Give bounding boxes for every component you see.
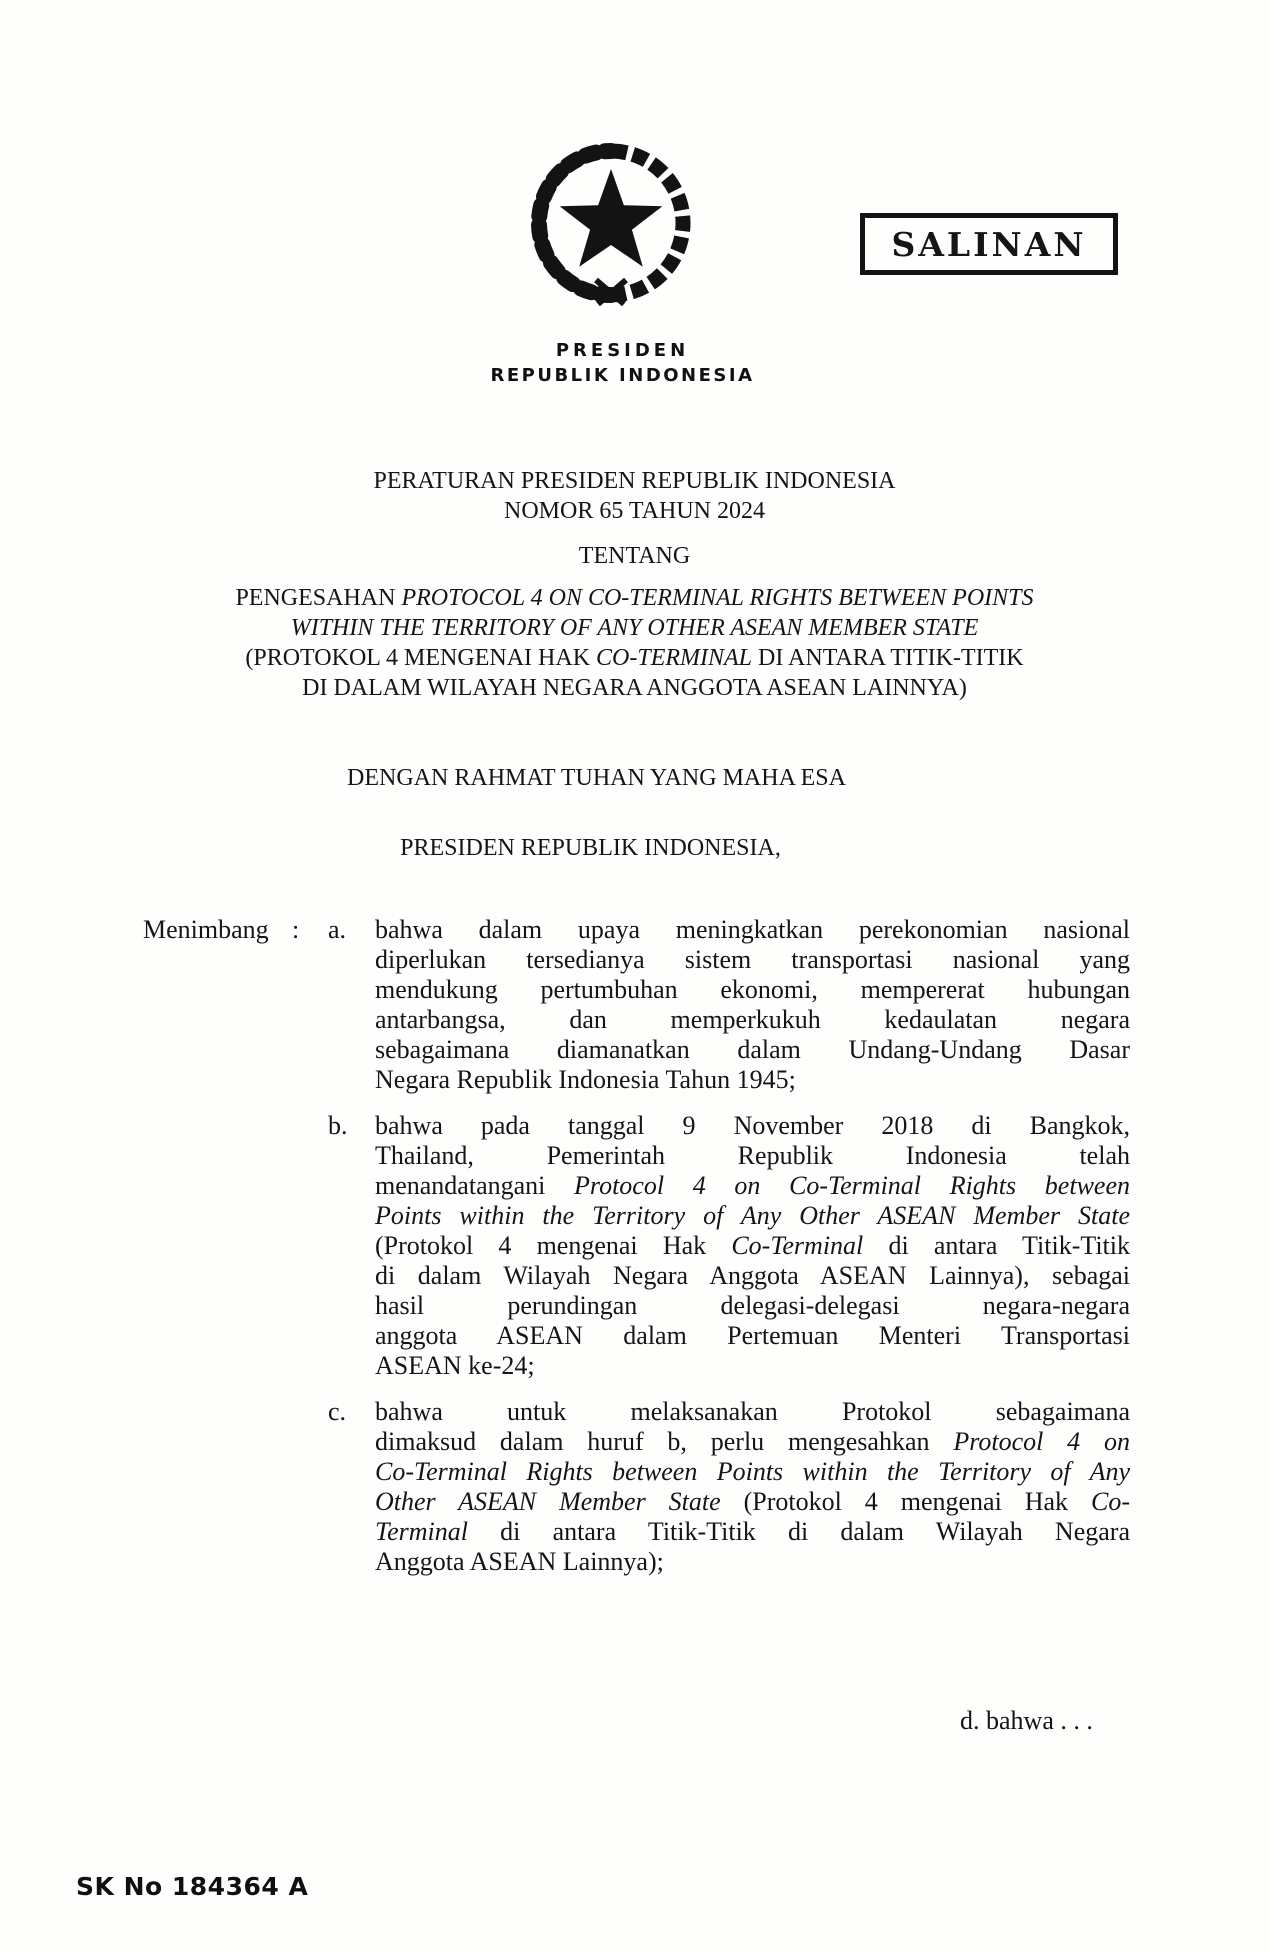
text-line: bahwa pada tanggal 9 November 2018 di Bangkok, bbox=[375, 1111, 1130, 1140]
text-line: Anggota ASEAN Lainnya); bbox=[375, 1547, 664, 1576]
considering-item-a bbox=[328, 915, 1130, 1095]
considering-item-b bbox=[328, 1111, 1130, 1381]
regulation-title bbox=[0, 466, 1269, 526]
salinan-stamp bbox=[860, 213, 1118, 275]
text-line: DI DALAM WILAYAH NEGARA ANGGOTA ASEAN LAINNYA) bbox=[302, 675, 967, 701]
letterhead-presiden: PRESIDEN bbox=[555, 340, 690, 361]
star-wreath-emblem-svg bbox=[520, 130, 702, 322]
text-line: Points within the Territory of Any Other ASEAN Member State bbox=[375, 1201, 1130, 1230]
salinan-stamp-label: SALINAN bbox=[891, 224, 1087, 264]
text-line: WITHIN THE TERRITORY OF ANY OTHER ASEAN MEMBER STATE bbox=[290, 615, 979, 641]
text-line: Other ASEAN Member State (Protokol 4 mengenai Hak Co- bbox=[375, 1487, 1131, 1516]
letterhead bbox=[0, 338, 1245, 388]
invocation-line: DENGAN RAHMAT TUHAN YANG MAHA ESA bbox=[347, 765, 846, 791]
star-icon bbox=[560, 169, 663, 267]
text-line: dimaksud dalam huruf b, perlu mengesahkan Protocol 4 on bbox=[375, 1427, 1130, 1456]
text-line: ASEAN ke-24; bbox=[375, 1351, 535, 1380]
text-line: bahwa untuk melaksanakan Protokol sebagaimana bbox=[375, 1397, 1130, 1426]
text-line: menandatangani Protocol 4 on Co-Terminal Rights between bbox=[375, 1171, 1130, 1200]
text-line: antarbangsa, dan memperkukuh kedaulatan negara bbox=[375, 1005, 1130, 1034]
item-marker: b. bbox=[328, 1111, 348, 1140]
regulation-subject bbox=[0, 584, 1269, 704]
item-text bbox=[375, 1397, 1130, 1577]
considering-item-c bbox=[328, 1397, 1130, 1577]
text-line: PENGESAHAN PROTOCOL 4 ON CO-TERMINAL RIGHTS BETWEEN POINTS bbox=[235, 585, 1034, 611]
text-line: anggota ASEAN dalam Pertemuan Menteri Transportasi bbox=[375, 1321, 1130, 1350]
considering-label: Menimbang bbox=[143, 915, 269, 944]
text-line: Co-Terminal Rights between Points within the Territory of Any bbox=[375, 1457, 1130, 1486]
text-line: di dalam Wilayah Negara Anggota ASEAN Lainnya), sebagai bbox=[375, 1261, 1130, 1290]
considering-colon: : bbox=[292, 915, 300, 944]
text-line: (Protokol 4 mengenai Hak Co-Terminal di antara Titik-Titik bbox=[375, 1231, 1130, 1260]
catchword: d. bahwa . . . bbox=[960, 1706, 1093, 1735]
item-text bbox=[375, 1111, 1130, 1381]
star-wreath-emblem bbox=[520, 130, 702, 322]
text-line: (PROTOKOL 4 MENGENAI HAK CO-TERMINAL DI ANTARA TITIK-TITIK bbox=[245, 645, 1024, 671]
item-text bbox=[375, 915, 1130, 1095]
text-line: sebagaimana diamanatkan dalam Undang-Undang Dasar bbox=[375, 1035, 1130, 1064]
considering-items bbox=[328, 915, 1130, 1577]
enacting-authority-line: PRESIDEN REPUBLIK INDONESIA, bbox=[400, 835, 781, 861]
text-line: Negara Republik Indonesia Tahun 1945; bbox=[375, 1065, 796, 1094]
item-marker: a. bbox=[328, 915, 347, 944]
text-line: bahwa dalam upaya meningkatkan perekonomian nasional bbox=[375, 915, 1130, 944]
tentang-label: TENTANG bbox=[578, 543, 691, 569]
considering-section bbox=[143, 915, 1130, 1577]
text-line: Thailand, Pemerintah Republik Indonesia telah bbox=[375, 1141, 1130, 1170]
letterhead-republik-indonesia: REPUBLIK INDONESIA bbox=[490, 365, 755, 386]
sk-number: SK No 184364 A bbox=[76, 1872, 309, 1901]
text-line: diperlukan tersedianya sistem transportasi nasional yang bbox=[375, 945, 1130, 974]
text-line: Terminal di antara Titik-Titik di dalam Wilayah Negara bbox=[375, 1517, 1130, 1546]
text-line: hasil perundingan delegasi-delegasi negara-negara bbox=[375, 1291, 1130, 1320]
text-line: mendukung pertumbuhan ekonomi, mempererat hubungan bbox=[375, 975, 1130, 1004]
item-marker: c. bbox=[328, 1397, 347, 1426]
regulation-number: NOMOR 65 TAHUN 2024 bbox=[504, 498, 765, 524]
regulation-title-line1: PERATURAN PRESIDEN REPUBLIK INDONESIA bbox=[373, 468, 896, 494]
